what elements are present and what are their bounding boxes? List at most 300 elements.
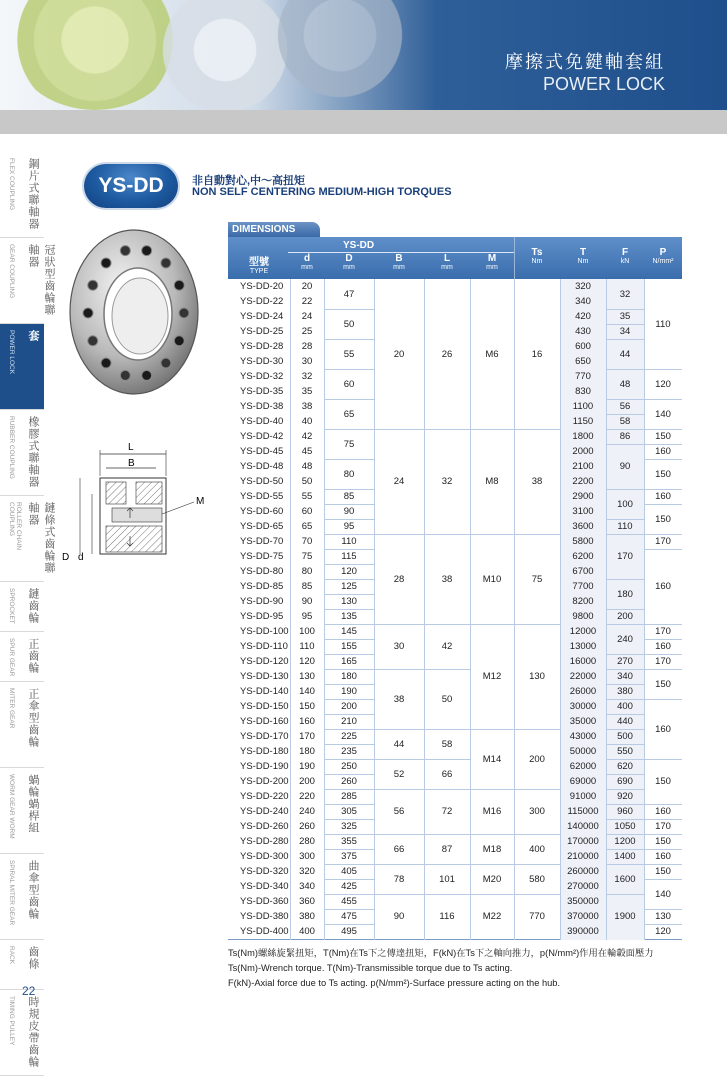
table-cell: 170: [617, 551, 633, 562]
cell-border: [324, 519, 374, 520]
cell-border: [374, 894, 424, 895]
table-cell: 115000: [567, 806, 599, 817]
cell-border: [606, 489, 644, 490]
bolt-icon: [142, 246, 152, 256]
table-cell: 22000: [569, 671, 597, 682]
footnote-en-2: F(kN)-Axial force due to Ts acting. p(N/mm²)-Surface pressure acting on the hub.: [228, 978, 561, 988]
table-cell: 55: [343, 348, 355, 360]
cell-border: [470, 429, 514, 430]
cell-border: [606, 399, 644, 400]
cell-border: [606, 849, 644, 850]
table-cell: M16: [482, 806, 502, 817]
cell-border: [644, 834, 682, 835]
cell-border: [324, 339, 374, 340]
sidebar-item-label: 蝸輪蝸桿組: [27, 774, 39, 834]
table-cell: 95: [301, 611, 313, 622]
footnote-zh: Ts(Nm)螺絲旋緊扭矩，T(Nm)在Ts下之傳達扭矩，F(kN)在Ts下之軸向推力，p(N/mm²)作用在輪轂面壓力: [228, 948, 654, 958]
cell-border: [606, 309, 644, 310]
cell-border: [644, 654, 682, 655]
table-cell: 170: [655, 626, 671, 637]
table-cell: 160: [655, 641, 671, 652]
table-cell: YS-DD-400: [240, 926, 289, 937]
table-cell: 1600: [614, 873, 636, 885]
table-cell: 160: [655, 581, 671, 592]
cell-border: [644, 399, 682, 400]
table-cell: 1150: [572, 416, 594, 427]
table-cell: 26: [441, 348, 453, 360]
column-header-name: 型號: [249, 257, 269, 268]
table-cell: 580: [529, 873, 545, 885]
table-cell: 6700: [572, 566, 594, 577]
table-cell: YS-DD-280: [240, 836, 289, 847]
cell-border: [514, 864, 560, 865]
table-cell: 130: [529, 671, 545, 682]
dim-label-M: M: [196, 496, 205, 507]
table-cell: 120: [655, 926, 671, 937]
sidebar-item[interactable]: [0, 940, 44, 990]
table-cell: 95: [343, 521, 355, 532]
cell-border: [324, 309, 374, 310]
cross-section-drawing: [56, 436, 226, 566]
table-cell: 30000: [569, 701, 597, 712]
table-cell: 43000: [569, 731, 597, 742]
sidebar-item[interactable]: [0, 990, 44, 1076]
cell-border: [514, 624, 560, 625]
bolt-icon: [142, 370, 152, 380]
table-cell: 170: [655, 656, 671, 667]
cell-border: [324, 714, 374, 715]
table-cell: 270: [617, 656, 633, 667]
table-cell: 42: [441, 641, 453, 652]
table-cell: 38: [531, 476, 543, 487]
table-cell: 44: [619, 348, 631, 360]
cell-border: [644, 669, 682, 670]
table-cell: 80: [301, 566, 313, 577]
cell-border: [606, 609, 644, 610]
column-header-name: F: [621, 247, 629, 258]
sidebar-item-sublabel: MITER GEAR: [8, 688, 15, 729]
table-cell: 52: [393, 768, 405, 780]
table-cell: 380: [299, 911, 315, 922]
cell-border: [324, 534, 374, 535]
table-cell: YS-DD-320: [240, 866, 289, 877]
column-header-name: P: [659, 247, 667, 258]
cell-border: [424, 729, 470, 730]
cell-border: [606, 369, 644, 370]
table-cell: 160: [655, 446, 671, 457]
table-cell: 180: [617, 588, 633, 600]
cell-border: [424, 789, 470, 790]
table-cell: YS-DD-28: [240, 341, 284, 352]
table-cell: 16000: [569, 656, 597, 667]
table-cell: YS-DD-140: [240, 686, 289, 697]
bolt-icon: [161, 258, 171, 268]
cell-border: [470, 894, 514, 895]
cell-border: [324, 504, 374, 505]
cell-border: [644, 624, 682, 625]
cell-border: [644, 504, 682, 505]
table-cell: 90: [301, 596, 313, 607]
table-cell: 650: [575, 356, 591, 367]
table-cell: 90: [343, 506, 355, 517]
cell-border: [644, 534, 682, 535]
table-cell: YS-DD-75: [240, 551, 284, 562]
table-cell: 160: [655, 491, 671, 502]
cell-border: [424, 834, 470, 835]
cell-border: [644, 819, 682, 820]
table-cell: 170: [299, 731, 315, 742]
column-header-unit: mm: [441, 264, 453, 271]
bolt-icon: [88, 280, 98, 290]
table-cell: YS-DD-42: [240, 431, 284, 442]
cell-border: [324, 759, 374, 760]
sidebar-item-label: 鋼片式聯軸器: [27, 158, 39, 230]
cell-border: [514, 789, 560, 790]
sidebar-item-sublabel: SPUR GEAR: [8, 638, 15, 677]
table-cell: 80: [343, 468, 355, 480]
table-cell: 69000: [569, 776, 597, 787]
table-cell: 1200: [614, 836, 636, 847]
sidebar-item[interactable]: [0, 682, 44, 768]
dim-label-D: D: [62, 552, 70, 563]
sidebar-item-label: 橡膠式聯軸器: [27, 416, 39, 488]
table-cell: 26000: [569, 686, 597, 697]
cell-border: [374, 624, 424, 625]
column-header: [228, 253, 290, 275]
table-cell: 400: [617, 701, 633, 712]
table-cell: YS-DD-90: [240, 596, 284, 607]
table-cell: 305: [341, 806, 357, 817]
table-cell: 620: [617, 761, 633, 772]
cell-border: [606, 729, 644, 730]
table-cell: 65: [301, 521, 313, 532]
sidebar-item[interactable]: [0, 768, 44, 854]
table-cell: 690: [617, 776, 633, 787]
cell-border: [324, 369, 374, 370]
table-cell: 60: [301, 506, 313, 517]
table-cell: 1400: [614, 851, 636, 862]
table-cell: 200: [529, 753, 545, 765]
cell-border: [470, 624, 514, 625]
column-header: [514, 247, 560, 265]
table-cell: 35: [301, 386, 313, 397]
table-cell: 360: [299, 896, 315, 907]
cell-border: [324, 924, 374, 925]
table-cell: 430: [575, 326, 591, 337]
table-cell: 425: [341, 881, 357, 892]
table-cell: 150: [655, 678, 671, 690]
table-cell: YS-DD-65: [240, 521, 284, 532]
table-cell: 110: [655, 318, 671, 330]
table-cell: 2900: [572, 491, 594, 502]
cell-border: [470, 864, 514, 865]
sidebar-item[interactable]: [0, 324, 55, 410]
footnote-en-1: Ts(Nm)-Wrench torque. T(Nm)-Transmissible torque due to Ts acting.: [228, 963, 513, 973]
table-cell: YS-DD-22: [240, 296, 284, 307]
table-cell: YS-DD-130: [240, 671, 289, 682]
cell-border: [644, 924, 682, 925]
table-cell: 91000: [569, 791, 597, 802]
cell-border: [324, 684, 374, 685]
header-banner: [0, 0, 727, 110]
table-cell: 200: [617, 611, 633, 622]
table-cell: 25: [301, 326, 313, 337]
cell-border: [324, 804, 374, 805]
bolt-icon: [83, 308, 93, 318]
table-cell: YS-DD-200: [240, 776, 289, 787]
sidebar-item[interactable]: [0, 410, 44, 496]
table-cell: 56: [393, 806, 405, 817]
sidebar-item[interactable]: [0, 152, 44, 238]
table-cell: 920: [617, 791, 633, 802]
cell-border: [644, 459, 682, 460]
cell-border: [324, 429, 374, 430]
cell-border: [606, 699, 644, 700]
table-cell: 101: [439, 873, 455, 885]
table-cell: 70: [301, 536, 313, 547]
table-cell: YS-DD-24: [240, 311, 284, 322]
table-cell: 495: [341, 926, 357, 937]
table-cell: 3600: [572, 521, 594, 532]
table-cell: 1800: [572, 431, 594, 442]
table-cell: 66: [441, 768, 453, 780]
cell-border: [606, 894, 644, 895]
table-cell: 40: [301, 416, 313, 427]
cell-border: [606, 819, 644, 820]
cell-border: [424, 864, 470, 865]
table-cell: 47: [343, 288, 355, 300]
column-header: [644, 247, 682, 265]
table-cell: 65: [343, 408, 355, 420]
cell-border: [606, 789, 644, 790]
bolt-icon: [179, 308, 189, 318]
table-cell: 116: [439, 911, 455, 922]
sidebar-item-sublabel: FLEX COUPLING: [8, 158, 15, 211]
bolt-icon: [120, 370, 130, 380]
cell-border: [424, 429, 470, 430]
table-cell: 58: [441, 738, 453, 750]
cell-border: [514, 429, 560, 430]
table-cell: 420: [575, 311, 591, 322]
table-cell: M8: [485, 476, 499, 487]
bolt-icon: [101, 358, 111, 368]
table-cell: 62000: [569, 761, 597, 772]
table-cell: 285: [341, 791, 357, 802]
table-cell: 110: [341, 536, 357, 547]
sidebar-item-sublabel: TIMING PULLEY: [8, 996, 15, 1046]
cell-border: [606, 414, 644, 415]
sidebar-item[interactable]: [0, 632, 44, 682]
column-header-name: L: [443, 253, 451, 264]
table-cell: 180: [299, 746, 315, 757]
cell-border: [514, 894, 560, 895]
table-cell: 78: [393, 873, 405, 885]
cell-border: [606, 519, 644, 520]
cell-border: [606, 684, 644, 685]
table-cell: YS-DD-30: [240, 356, 284, 367]
table-cell: 1900: [614, 911, 636, 922]
table-cell: 220: [299, 791, 315, 802]
table-cell: 320: [575, 281, 591, 292]
table-cell: M14: [482, 753, 502, 765]
table-cell: 38: [301, 401, 313, 412]
cell-border: [470, 729, 514, 730]
sidebar-item-label: 正傘型齒輪: [27, 688, 39, 748]
cell-border: [470, 789, 514, 790]
cell-border: [324, 609, 374, 610]
table-cell: 340: [617, 671, 633, 682]
table-cell: 235: [341, 746, 357, 757]
table-cell: YS-DD-260: [240, 821, 289, 832]
cell-border: [374, 789, 424, 790]
cell-border: [324, 729, 374, 730]
sidebar-item-label: 齒條: [27, 946, 39, 970]
table-cell: M10: [482, 573, 502, 585]
column-header: [606, 247, 644, 265]
table-cell: 1100: [572, 401, 594, 412]
table-cell: YS-DD-300: [240, 851, 289, 862]
cell-border: [606, 444, 644, 445]
table-cell: 170000: [567, 836, 599, 847]
table-cell: 45: [301, 446, 313, 457]
table-cell: YS-DD-70: [240, 536, 284, 547]
table-cell: YS-DD-120: [240, 656, 289, 667]
cell-border: [374, 429, 424, 430]
sidebar-item[interactable]: [0, 238, 55, 324]
cell-border: [324, 819, 374, 820]
table-cell: 190: [341, 686, 357, 697]
table-cell: YS-DD-170: [240, 731, 289, 742]
table-cell: 960: [617, 806, 633, 817]
table-cell: 75: [301, 551, 313, 562]
table-cell: 100: [299, 626, 315, 637]
table-cell: YS-DD-220: [240, 791, 289, 802]
table-cell: YS-DD-95: [240, 611, 284, 622]
cell-border: [606, 714, 644, 715]
table-cell: YS-DD-48: [240, 461, 284, 472]
sidebar-item-sublabel: WORM GEAR WORM: [8, 774, 15, 839]
table-cell: YS-DD-50: [240, 476, 284, 487]
sidebar-item-sublabel: POWER LOCK: [8, 330, 15, 375]
table-cell: 13000: [569, 641, 597, 652]
table-cell: YS-DD-35: [240, 386, 284, 397]
cell-border: [606, 324, 644, 325]
table-cell: 22: [301, 296, 313, 307]
cell-border: [644, 864, 682, 865]
cell-border: [606, 429, 644, 430]
sidebar-item-label: 摩擦式免鍵軸套: [27, 330, 55, 402]
dimensions-table: [228, 279, 682, 940]
table-cell: YS-DD-32: [240, 371, 284, 382]
table-cell: 8200: [572, 596, 594, 607]
table-cell: 190: [299, 761, 315, 772]
table-cell: 35000: [569, 716, 597, 727]
header-divider: [0, 110, 727, 134]
table-cell: 9800: [572, 611, 594, 622]
table-cell: 240: [617, 633, 633, 645]
gear-decoration: [270, 0, 410, 110]
dim-label-L: L: [128, 442, 134, 453]
table-cell: 50000: [569, 746, 597, 757]
table-cell: 475: [341, 911, 357, 922]
table-cell: 160: [299, 716, 315, 727]
cell-border: [374, 759, 424, 760]
table-cell: 140: [299, 686, 315, 697]
table-cell: 160: [655, 723, 671, 735]
cell-border: [424, 624, 470, 625]
cell-border: [324, 744, 374, 745]
column-header: [424, 253, 470, 271]
table-cell: 150: [655, 836, 671, 847]
table-cell: 375: [341, 851, 357, 862]
sidebar-item-sublabel: GEAR COUPLING: [8, 244, 15, 299]
table-cell: 770: [575, 371, 591, 382]
table-cell: 90: [393, 911, 405, 922]
sidebar-item[interactable]: [0, 582, 44, 632]
table-cell: YS-DD-240: [240, 806, 289, 817]
cell-border: [644, 549, 682, 550]
table-cell: 370000: [567, 911, 599, 922]
table-cell: 155: [341, 641, 357, 652]
table-cell: 405: [341, 866, 357, 877]
sidebar-item[interactable]: [0, 854, 44, 940]
column-header-unit: mm: [486, 264, 498, 271]
column-header-name: d: [303, 253, 311, 264]
column-header-unit: N/mm²: [652, 258, 674, 265]
cell-border: [324, 594, 374, 595]
table-cell: 24: [301, 311, 313, 322]
column-header-unit: mm: [343, 264, 355, 271]
table-cell: 160: [655, 851, 671, 862]
table-cell: 125: [341, 581, 357, 592]
table-cell: YS-DD-85: [240, 581, 284, 592]
sidebar-item[interactable]: [0, 496, 55, 582]
table-cell: 50: [343, 318, 355, 330]
cell-border: [606, 759, 644, 760]
table-cell: 50: [441, 693, 453, 705]
table-cell: YS-DD-80: [240, 566, 284, 577]
table-cell: 60: [343, 378, 355, 390]
column-header-unit: mm: [393, 264, 405, 271]
table-cell: 170: [655, 821, 671, 832]
table-cell: 280: [299, 836, 315, 847]
cell-border: [324, 789, 374, 790]
table-cell: 85: [343, 491, 355, 502]
cell-border: [424, 759, 470, 760]
table-cell: 260000: [567, 866, 599, 877]
table-cell: 325: [341, 821, 357, 832]
cell-border: [324, 834, 374, 835]
table-cell: 72: [441, 806, 453, 817]
table-cell: 350000: [567, 896, 599, 907]
table-cell: 200: [341, 701, 357, 712]
cell-border: [324, 624, 374, 625]
table-cell: 140: [655, 888, 671, 900]
table-cell: 150: [299, 701, 315, 712]
table-cell: M22: [482, 911, 502, 922]
table-cell: 115: [341, 551, 357, 562]
table-cell: 130: [655, 911, 671, 922]
column-header: [324, 253, 374, 271]
table-cell: YS-DD-60: [240, 506, 284, 517]
table-cell: 12000: [569, 626, 597, 637]
sidebar-item-sublabel: RUBBER COUPLING: [8, 416, 15, 479]
cell-border: [324, 654, 374, 655]
cell-border: [324, 459, 374, 460]
table-cell: YS-DD-190: [240, 761, 289, 772]
column-header-name: Ts: [531, 247, 543, 258]
product-subtitle-zh: 非自動對心,中～高扭矩: [192, 175, 306, 187]
